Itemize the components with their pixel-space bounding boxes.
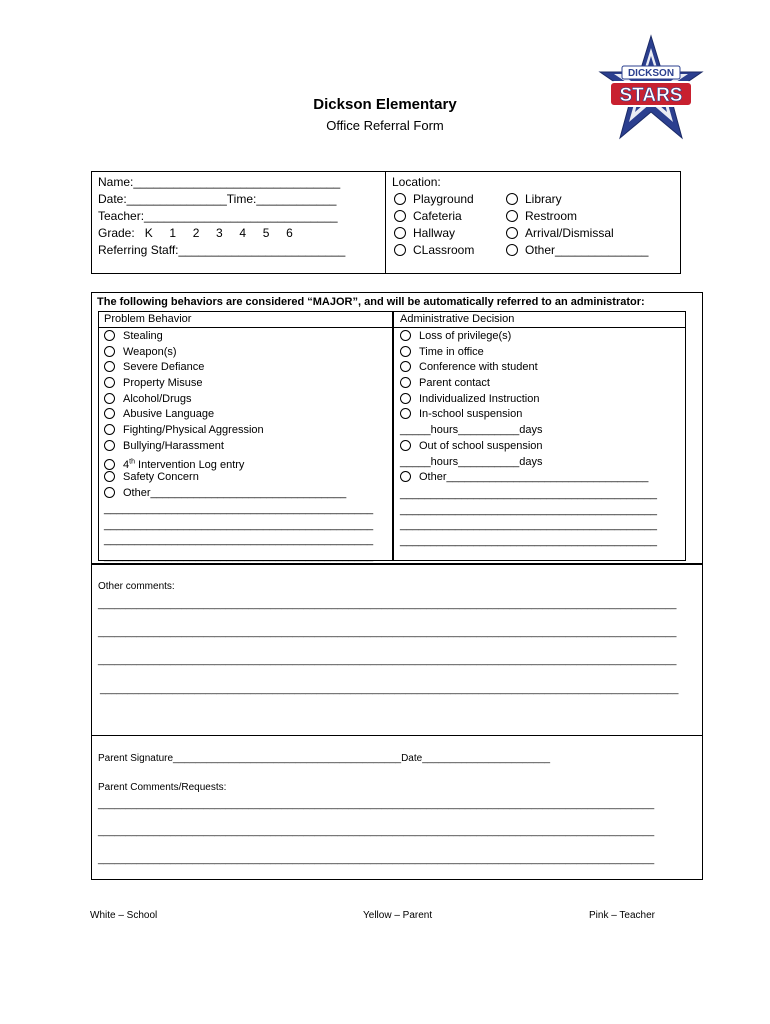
parent-divider	[91, 735, 703, 736]
admin-decision-item[interactable]	[400, 360, 648, 376]
parent-comment-line[interactable]: ____________________________________________________________________________________________________	[98, 854, 655, 865]
location-option[interactable]: Cafeteria	[394, 208, 474, 225]
footer-pink-copy: Pink – Teacher	[589, 910, 655, 921]
comment-line[interactable]: ________________________________________________________________________________________________________	[100, 684, 679, 695]
problem-blank-line[interactable]	[104, 502, 373, 518]
problem-behavior-list	[104, 329, 346, 502]
problem-blank-line[interactable]	[104, 533, 373, 549]
admin-decision-item-label: Parent contact	[419, 377, 490, 390]
checkbox-circle-icon[interactable]	[400, 330, 411, 341]
date-time-field[interactable]: Date:_______________Time:____________	[98, 192, 337, 206]
problem-behavior-item-label: Bullying/Harassment	[123, 439, 224, 452]
problem-behavior-item[interactable]	[104, 376, 346, 392]
problem-behavior-item[interactable]	[104, 360, 346, 376]
problem-blank-line[interactable]	[104, 549, 373, 565]
logo-main-text: STARS	[619, 85, 683, 106]
parent-comment-line[interactable]: ____________________________________________________________________________________________________	[98, 799, 655, 810]
problem-behavior-item[interactable]	[104, 423, 346, 439]
problem-behavior-item[interactable]	[104, 470, 346, 486]
radio-circle-icon[interactable]	[506, 244, 518, 256]
admin-blank-line[interactable]	[400, 518, 657, 534]
comment-line[interactable]: ________________________________________________________________________________________________________	[98, 627, 677, 638]
admin-decision-item-label: Out of school suspension	[419, 439, 543, 452]
name-field[interactable]: Name:_______________________________	[98, 175, 341, 189]
location-col-2	[506, 191, 648, 259]
problem-behavior-item-label: Fighting/Physical Aggression	[123, 424, 264, 437]
checkbox-circle-icon[interactable]	[400, 440, 411, 451]
checkbox-circle-icon[interactable]	[104, 408, 115, 419]
teacher-field[interactable]: Teacher:_____________________________	[98, 209, 338, 223]
problem-behavior-item[interactable]	[104, 392, 346, 408]
checkbox-circle-icon[interactable]	[104, 361, 115, 372]
admin-decision-item-label: Conference with student	[419, 361, 538, 374]
checkbox-circle-icon[interactable]	[104, 471, 115, 482]
parent-comments-label: Parent Comments/Requests:	[98, 782, 227, 793]
admin-decision-item[interactable]	[400, 439, 648, 455]
checkbox-circle-icon[interactable]	[400, 377, 411, 388]
admin-decision-item[interactable]	[400, 345, 648, 361]
problem-blank-line-label: ____________________________________________	[104, 550, 374, 563]
admin-decision-item[interactable]	[400, 407, 648, 423]
problem-blank-lines	[104, 502, 373, 565]
problem-blank-line-label: ____________________________________________	[104, 503, 374, 515]
problem-behavior-item-label: Weapon(s)	[123, 345, 177, 358]
admin-blank-lines	[400, 487, 657, 550]
location-col-1	[394, 191, 474, 259]
parent-signature-field[interactable]: Parent Signature_________________________________________Date_______________________	[98, 753, 551, 764]
admin-blank-line-label: __________________________________________	[400, 535, 657, 548]
location-label: Location:	[392, 175, 441, 189]
problem-behavior-item-label: Severe Defiance	[123, 361, 205, 374]
problem-behavior-item-label: 4th Intervention Log entry	[123, 458, 245, 472]
problem-blank-line[interactable]	[104, 518, 373, 534]
radio-circle-icon[interactable]	[506, 227, 518, 239]
admin-blank-line[interactable]	[400, 534, 657, 550]
admin-blank-line[interactable]	[400, 487, 657, 503]
radio-circle-icon[interactable]	[394, 244, 406, 256]
problem-blank-line-label: ____________________________________________	[104, 534, 374, 547]
admin-decision-list	[400, 329, 648, 486]
major-behaviors-notice: The following behaviors are considered “MAJOR”, and will be automatically referred to an administrator:	[97, 296, 645, 308]
location-option[interactable]: CLassroom	[394, 242, 474, 259]
admin-decision-item-label: Loss of privilege(s)	[419, 330, 512, 342]
checkbox-circle-icon[interactable]	[400, 393, 411, 404]
admin-blank-line-label: __________________________________________	[400, 503, 657, 516]
location-option[interactable]: Arrival/Dismissal	[506, 225, 648, 242]
admin-blank-line-label: __________________________________________	[400, 519, 657, 532]
radio-circle-icon[interactable]	[394, 193, 406, 205]
problem-behavior-item[interactable]	[104, 407, 346, 423]
info-divider	[385, 171, 386, 274]
checkbox-circle-icon[interactable]	[104, 393, 115, 404]
checkbox-circle-icon[interactable]	[400, 408, 411, 419]
location-option[interactable]: Hallway	[394, 225, 474, 242]
location-option[interactable]: Other______________	[506, 242, 648, 259]
admin-decision-item-label: Individualized Instruction	[419, 392, 540, 405]
problem-behavior-header: Problem Behavior	[104, 313, 192, 325]
admin-decision-item-label: In-school suspension	[419, 408, 523, 421]
admin-blank-line-label: __________________________________________	[400, 488, 657, 500]
problem-behavior-item[interactable]	[104, 345, 346, 361]
admin-duration-field-label: _____hours__________days	[400, 455, 543, 468]
comment-line[interactable]: ________________________________________________________________________________________________________	[98, 599, 677, 610]
admin-duration-field[interactable]	[400, 423, 648, 439]
admin-duration-field-label: _____hours__________days	[400, 424, 543, 437]
problem-behavior-item-label: Property Misuse	[123, 377, 203, 390]
checkbox-circle-icon[interactable]	[104, 346, 115, 357]
problem-behavior-item-label: Other________________________________	[123, 486, 347, 499]
location-option[interactable]: Playground	[394, 191, 474, 208]
admin-decision-item[interactable]	[400, 470, 648, 486]
location-option[interactable]: Restroom	[506, 208, 648, 225]
problem-blank-line-label: ____________________________________________	[104, 518, 374, 531]
checkbox-circle-icon[interactable]	[104, 330, 115, 341]
checkbox-circle-icon[interactable]	[104, 487, 115, 498]
radio-circle-icon[interactable]	[394, 210, 406, 222]
problem-behavior-item[interactable]	[104, 329, 346, 345]
admin-blank-line[interactable]	[400, 503, 657, 519]
checkbox-circle-icon[interactable]	[400, 346, 411, 357]
admin-decision-header: Administrative Decision	[400, 313, 515, 325]
footer-yellow-copy: Yellow – Parent	[363, 910, 433, 921]
logo-top-text: DICKSON	[627, 68, 675, 79]
form-title: Office Referral Form	[326, 118, 444, 133]
admin-decision-item[interactable]	[400, 392, 648, 408]
checkbox-circle-icon[interactable]	[104, 424, 115, 435]
radio-circle-icon[interactable]	[506, 210, 518, 222]
radio-circle-icon[interactable]	[394, 227, 406, 239]
comment-line[interactable]: ________________________________________________________________________________________________________	[98, 655, 677, 666]
admin-decision-item[interactable]	[400, 329, 648, 345]
checkbox-circle-icon[interactable]	[400, 361, 411, 372]
problem-behavior-item-label: Safety Concern	[123, 471, 199, 484]
checkbox-circle-icon[interactable]	[104, 440, 115, 451]
school-name: Dickson Elementary	[313, 96, 457, 113]
problem-behavior-item[interactable]	[104, 486, 346, 502]
referring-staff-field[interactable]: Referring Staff:_________________________	[98, 243, 346, 257]
problem-behavior-item-label: Stealing	[123, 330, 163, 342]
checkbox-circle-icon[interactable]	[104, 377, 115, 388]
checkbox-circle-icon[interactable]	[104, 459, 115, 470]
location-option[interactable]: Library	[506, 191, 648, 208]
parent-comment-line[interactable]: ____________________________________________________________________________________________________	[98, 826, 655, 837]
problem-behavior-item-label: Alcohol/Drugs	[123, 392, 192, 405]
checkbox-circle-icon[interactable]	[400, 471, 411, 482]
problem-behavior-item-label: Abusive Language	[123, 408, 215, 421]
other-comments-label: Other comments:	[98, 581, 175, 592]
table-header-rule	[98, 327, 686, 328]
problem-behavior-item[interactable]	[104, 439, 346, 455]
radio-circle-icon[interactable]	[506, 193, 518, 205]
admin-duration-field[interactable]	[400, 455, 648, 471]
footer-white-copy: White – School	[90, 910, 158, 921]
admin-decision-item-label: Time in office	[419, 345, 484, 358]
admin-decision-item-label: Other_________________________________	[419, 471, 649, 484]
grade-selector[interactable]: Grade: K 1 2 3 4 5 6	[98, 226, 293, 240]
problem-behavior-item[interactable]	[104, 455, 346, 471]
admin-decision-item[interactable]	[400, 376, 648, 392]
